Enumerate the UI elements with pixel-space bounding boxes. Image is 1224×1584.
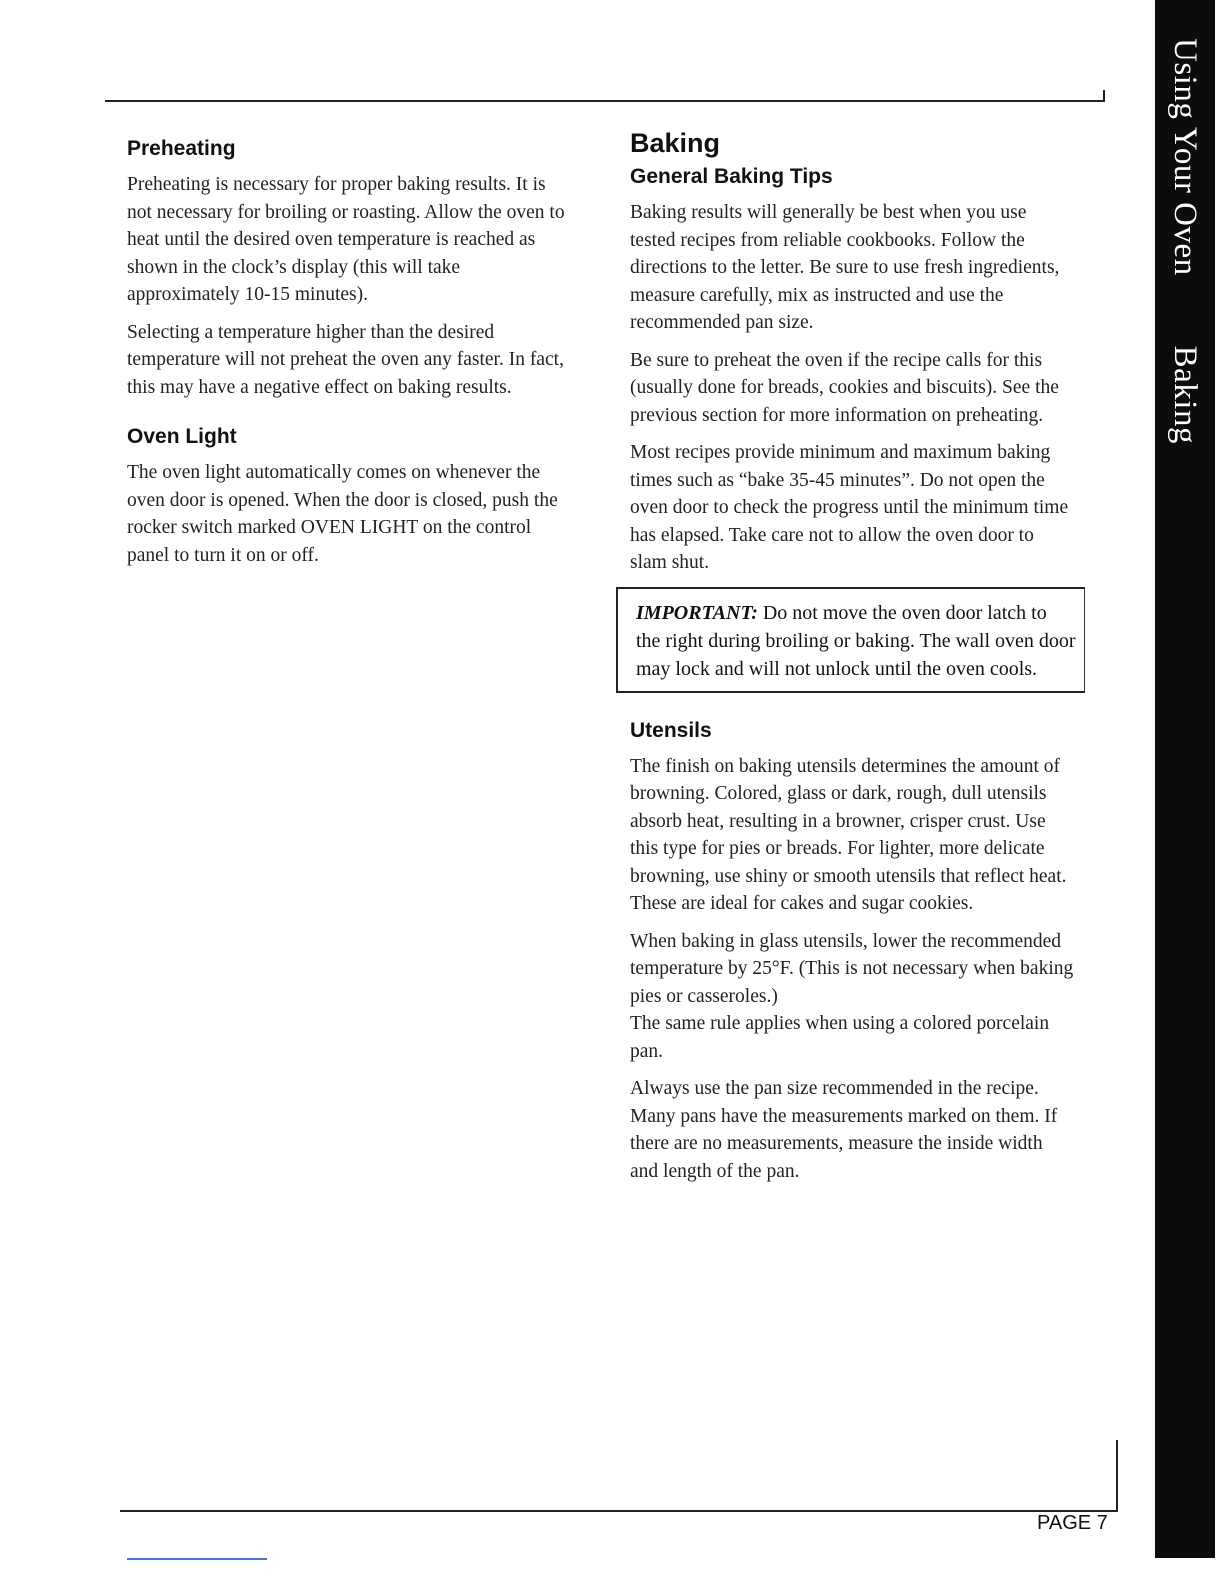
section-sidebar	[1155, 0, 1215, 1558]
baking-title: Baking	[630, 128, 721, 158]
sidebar-subsection: Baking	[1167, 345, 1203, 444]
utensils-paragraph-3: The same rule applies when using a colored porcelain pan.	[630, 1013, 1050, 1062]
page-number: PAGE 7	[1037, 1512, 1108, 1534]
general-tips-paragraph-3: Most recipes provide minimum and maximum baking times such as “bake 35-45 minutes”. Do not open the oven door to check the progress until the minimum time has elapsed. Take care not to allow the oven door to slam shut.	[630, 442, 1069, 573]
sidebar-title	[1155, 38, 1215, 444]
left-column	[127, 137, 572, 579]
utensils-paragraph-4: Always use the pan size recommended in the recipe. Many pans have the measurements marked on them. If there are no measurements, measure the inside width and length of the pan.	[630, 1078, 1058, 1182]
preheating-paragraph-2: Selecting a temperature higher than the desired temperature will not preheat the oven any faster. In fact, this may have a negative effect on baking results.	[127, 321, 564, 398]
oven-light-heading: Oven Light	[127, 425, 237, 448]
general-tips-paragraph-1: Baking results will generally be best when you use tested recipes from reliable cookbooks. Follow the directions to the letter. Be sure to use fresh ingredients, measure carefully, mix as instructed and use the recommended pan size.	[630, 202, 1060, 333]
preheating-heading: Preheating	[127, 137, 236, 160]
general-tips-heading: General Baking Tips	[630, 165, 833, 188]
important-notice-box	[616, 587, 1085, 693]
utensils-paragraph-2: When baking in glass utensils, lower the recommended temperature by 25°F. (This is not necessary when baking pies or casseroles.)	[630, 930, 1074, 1007]
preheating-paragraph-1: Preheating is necessary for proper baking results. It is not necessary for broiling or roasting. Allow the oven to heat until the desired oven temperature is reached as shown in the clock’s display (this will take approximately 10-15 minutes).	[127, 174, 565, 305]
bottom-rule	[120, 1510, 1118, 1512]
right-rule-top	[1103, 90, 1105, 102]
sidebar-section: Using Your Oven	[1167, 38, 1203, 276]
important-text: Do not move the oven door latch to the right during broiling or baking. The wall oven door may lock and will not unlock until the oven cools.	[636, 601, 1076, 680]
right-rule-bottom	[1116, 1440, 1118, 1512]
important-label: IMPORTANT:	[636, 601, 758, 624]
oven-light-paragraph: The oven light automatically comes on whenever the oven door is opened. When the door is closed, push the rocker switch marked OVEN LIGHT on the control panel to turn it on or off.	[127, 462, 558, 566]
top-rule	[105, 100, 1105, 102]
blue-underline	[127, 1558, 267, 1560]
general-tips-paragraph-2: Be sure to preheat the oven if the recipe calls for this (usually done for breads, cookies and biscuits). See the previous section for more information on preheating.	[630, 349, 1059, 426]
utensils-paragraph-1: The finish on baking utensils determines the amount of browning. Colored, glass or dark, rough, dull utensils absorb heat, resulting in a browner, crisper crust. Use this type for pies or breads. For lighter, more delicate browning, use shiny or smooth utensils that reflect heat. These are ideal for cakes and sugar cookies.	[630, 755, 1067, 914]
utensils-heading: Utensils	[630, 718, 712, 742]
right-column	[630, 128, 1075, 1195]
